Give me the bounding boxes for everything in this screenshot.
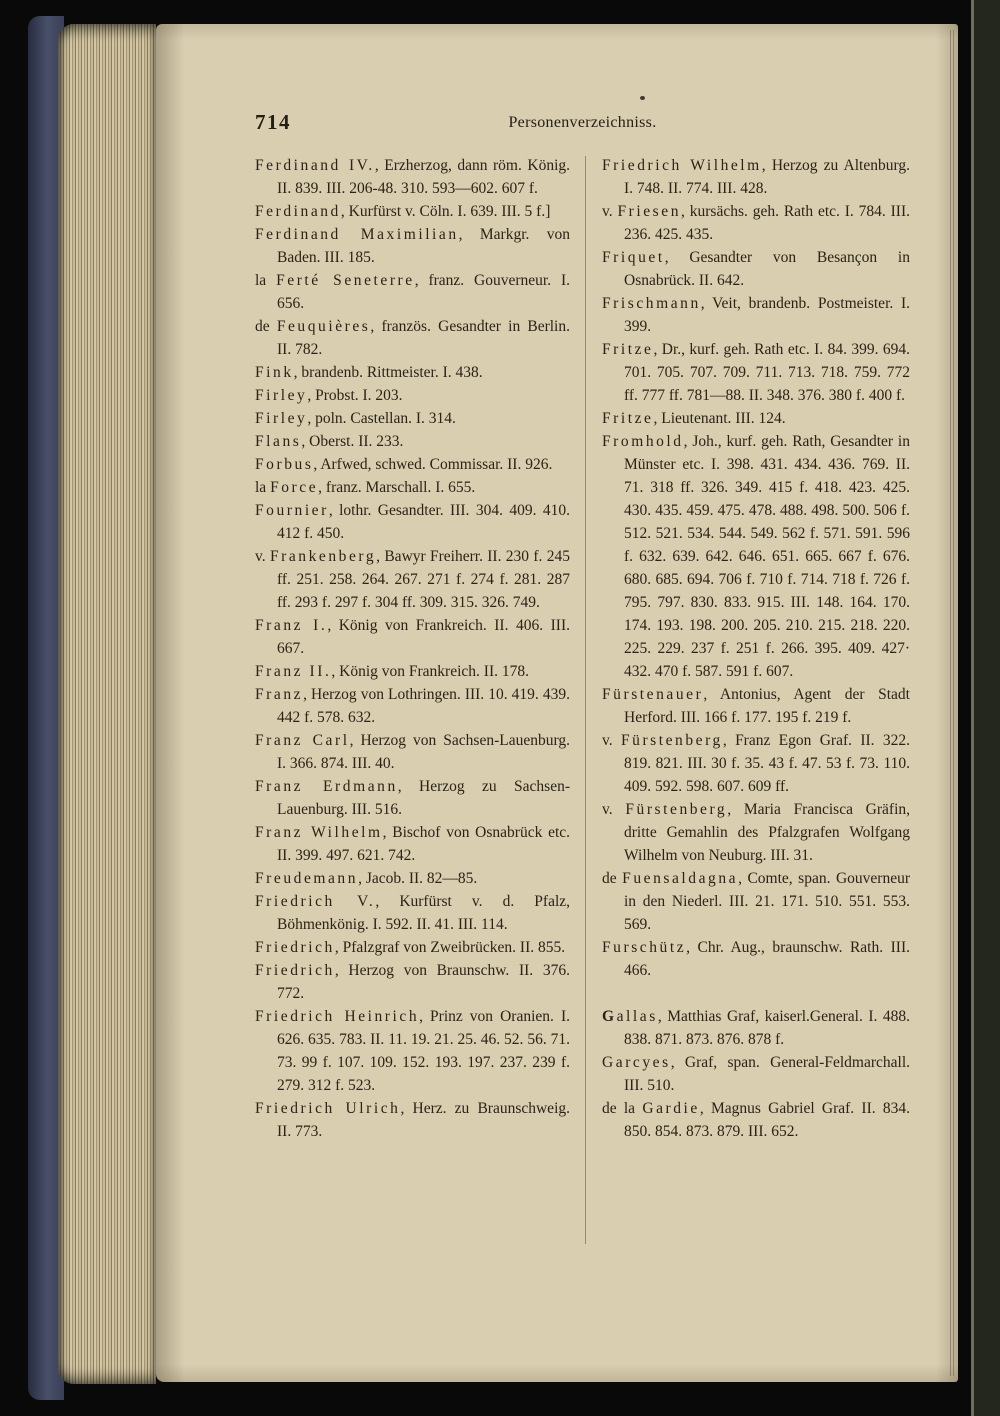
entry-person-name: Frankenberg [269, 548, 377, 565]
index-columns [255, 154, 910, 1143]
entry-references: , lothr. Gesandter. III. 304. 409. 410. 412 f. 450. [277, 502, 570, 542]
entry-person-name: Fuensaldagna [622, 870, 739, 887]
entry-person-name: Friedrich Ulrich [255, 1100, 401, 1117]
entry-references: , Erzherzog, dann röm. König. II. 839. III. 206-48. 310. 593—602. 607 f. [277, 157, 570, 197]
entry-person-name: Ferdinand [255, 203, 341, 220]
entry-person-name: Garcyes [602, 1054, 671, 1071]
index-entry [255, 545, 570, 614]
entry-references: , franz. Marschall. I. 655. [318, 479, 476, 496]
entry-name-prefix: de [255, 318, 277, 335]
entry-person-name: Fritze [602, 410, 654, 427]
entry-references: , Herz. zu Braunschweig. II. 773. [277, 1100, 570, 1140]
index-entry [602, 430, 910, 683]
index-entry [602, 200, 910, 246]
index-entry [602, 407, 910, 430]
entry-name-prefix: de [602, 870, 623, 887]
entry-person-name: Friedrich Wilhelm [602, 157, 762, 174]
index-entry [255, 154, 570, 200]
entry-person-name: Franz Wilhelm [255, 824, 383, 841]
entry-references: , Matthias Graf, kaiserl.General. I. 488. 838. 871. 873. 876. 878 f. [624, 1008, 910, 1048]
index-entry [255, 476, 570, 499]
entry-references: , Herzog zu Altenburg. I. 748. II. 774. III. 428. [624, 157, 910, 197]
page-edge-stack [58, 24, 156, 1384]
entry-name-prefix: la [255, 479, 271, 496]
index-entry [602, 1097, 910, 1143]
index-entry [602, 936, 910, 982]
entry-person-name: Fürstenberg [620, 732, 723, 749]
entry-references: , Probst. I. 203. [307, 387, 403, 404]
page-header [156, 110, 958, 138]
entry-person-name: allas [616, 1008, 658, 1025]
entry-references: , König von Frankreich. II. 178. [331, 663, 529, 680]
entry-references: , Dr., kurf. geh. Rath etc. I. 84. 399. 694. 701. 705. 707. 709. 711. 713. 718. 759. 772 ff. 777 ff. 781—88. II. 348. 376. 380 f. 400 f. [624, 341, 910, 404]
entry-person-name: Friedrich [255, 962, 335, 979]
entry-references: , brandenb. Rittmeister. I. 438. [293, 364, 483, 381]
index-entry [255, 867, 570, 890]
index-entry [255, 499, 570, 545]
entry-person-name: Franz II. [255, 663, 332, 680]
entry-references: , Herzog von Braunschw. II. 376. 772. [277, 962, 570, 1002]
entry-references: , Kurfürst v. Cöln. I. 639. III. 5 f.] [340, 203, 551, 220]
index-entry [255, 384, 570, 407]
index-entry [255, 407, 570, 430]
entry-section-initial: G [602, 1008, 617, 1025]
entry-person-name: Firley [255, 410, 308, 427]
entry-references: , Veit, brandenb. Postmeister. I. 399. [624, 295, 910, 335]
entry-person-name: Friedrich Heinrich [255, 1008, 420, 1025]
entry-person-name: Friedrich [255, 939, 335, 956]
entry-references: , Bischof von Osnabrück etc. II. 399. 497. 621. 742. [277, 824, 571, 864]
entry-person-name: Feuquières [276, 318, 371, 335]
entry-person-name: Fromhold [602, 433, 684, 450]
entry-name-prefix: v. [602, 801, 626, 818]
index-entry [602, 154, 910, 200]
index-entry [255, 683, 570, 729]
index-column-right [602, 154, 910, 1143]
entry-references: , Herzog von Sachsen-Lauenburg. I. 366. 874. III. 40. [277, 732, 570, 772]
entry-person-name: Fürstenberg [625, 801, 728, 818]
entry-references: , Kurfürst v. d. Pfalz, Böhmenkönig. I. 592. II. 41. III. 114. [277, 893, 571, 933]
index-entry [602, 729, 910, 798]
entry-references: , Jacob. II. 82—85. [358, 870, 478, 887]
index-entry [602, 1005, 910, 1051]
index-column-left [255, 154, 570, 1143]
index-entry [255, 430, 570, 453]
entry-person-name: Ferdinand Maximilian [255, 226, 459, 243]
entry-references: , Markgr. von Baden. III. 185. [277, 226, 570, 266]
page-number: 714 [255, 110, 291, 134]
index-entry [255, 315, 570, 361]
entry-references: , franz. Gouverneur. I. 656. [277, 272, 571, 312]
entry-references: , Magnus Gabriel Graf. II. 834. 850. 854. 873. 879. III. 652. [624, 1100, 910, 1140]
entry-references: , Gesandter von Besançon in Osnabrück. II. 642. [624, 249, 910, 289]
entry-references: , Bawyr Freiherr. II. 230 f. 245 ff. 251. 258. 264. 267. 271 f. 274 f. 281. 287 ff. 293 f. 297 f. 304 ff. 309. 315. 326. 749. [277, 548, 570, 611]
entry-references: , poln. Castellan. I. 314. [307, 410, 456, 427]
entry-references: , Maria Francisca Gräfin, dritte Gemahlin des Pfalzgrafen Wolfgang Wilhelm von Neuburg. III. 31. [624, 801, 910, 864]
entry-references: , kursächs. geh. Rath etc. I. 784. III. 236. 425. 435. [624, 203, 910, 243]
entry-name-prefix: de la [602, 1100, 643, 1117]
entry-references: , Prinz von Oranien. I. 626. 635. 783. II. 11. 19. 21. 25. 46. 52. 56. 71. 73. 99 f. 107. 109. 152. 193. 197. 237. 239 f. 279. 312 f. 523. [277, 1008, 570, 1094]
entry-name-prefix: v. [255, 548, 270, 565]
index-entry [602, 1051, 910, 1097]
entry-person-name: Franz Erdmann [255, 778, 398, 795]
entry-person-name: Friedrich V. [255, 893, 376, 910]
entry-person-name: Franz [255, 686, 304, 703]
entry-person-name: Firley [255, 387, 308, 404]
index-entry [602, 683, 910, 729]
entry-references: , König von Frankreich. II. 406. III. 667. [277, 617, 570, 657]
entry-person-name: Gardie [642, 1100, 700, 1117]
entry-person-name: Forbus [255, 456, 314, 473]
index-entry [255, 890, 570, 936]
entry-person-name: Frischmann [602, 295, 701, 312]
entry-person-name: Franz I. [255, 617, 328, 634]
entry-person-name: Flans [255, 433, 302, 450]
index-entry [255, 775, 570, 821]
entry-person-name: Friesen [617, 203, 682, 220]
entry-references: , Joh., kurf. geh. Rath, Gesandter in Münster etc. I. 398. 431. 434. 436. 769. II. 71. 318 ff. 326. 349. 415 f. 418. 423. 425. 430. 435. 459. 475. 478. 488. 498. 500. 506 f. 512. 521. 534. 544. 549. 562 f. 571. 591. 596 f. 632. 639. 642. 646. 651. 665. 667 f. 676. 680. 685. 694. 706 f. 710 f. 714. 718 f. 726 f. 795. 797. 830. 833. 915. III. 148. 164. 170. 174. 193. 198. 200. 205. 210. 215. 218. 220. 225. 229. 237 f. 251 f. 266. 395. 409. 427· 432. 470 f. 587. 591 f. 607. [624, 433, 910, 680]
index-entry [255, 959, 570, 1005]
entry-person-name: Fritze [602, 341, 654, 358]
column-divider [585, 156, 586, 1244]
entry-references: , Franz Egon Graf. II. 322. 819. 821. III. 30 f. 35. 43 f. 47. 53 f. 73. 110. 409. 592. 598. 607. 609 ff. [624, 732, 910, 795]
entry-references: , Chr. Aug., braunschw. Rath. III. 466. [624, 939, 910, 979]
entry-person-name: Furschütz [602, 939, 687, 956]
index-entry [602, 292, 910, 338]
entry-references: , Herzog zu Sachsen-Lauenburg. III. 516. [277, 778, 570, 818]
index-entry [255, 614, 570, 660]
index-entry [255, 936, 570, 959]
entry-references: , französ. Gesandter in Berlin. II. 782. [277, 318, 570, 358]
entry-name-prefix: v. [602, 732, 621, 749]
entry-person-name: Ferdinand IV. [255, 157, 375, 174]
page-title: Personenverzeichniss. [508, 114, 657, 131]
index-entry [255, 223, 570, 269]
index-entry [602, 338, 910, 407]
index-entry [602, 867, 910, 936]
entry-references: , Pfalzgraf von Zweibrücken. II. 855. [334, 939, 566, 956]
index-entry [255, 729, 570, 775]
index-entry [255, 453, 570, 476]
entry-person-name: Fürstenauer [602, 686, 704, 703]
entry-person-name: Friquet [602, 249, 665, 266]
entry-person-name: Fournier [255, 502, 329, 519]
book-page [156, 24, 958, 1382]
entry-references: , Arfwed, schwed. Commissar. II. 926. [313, 456, 553, 473]
entry-references: , Antonius, Agent der Stadt Herford. III. 166 f. 177. 195 f. 219 f. [624, 686, 910, 726]
entry-references: , Comte, span. Gouverneur in den Niederl. III. 21. 171. 510. 551. 553. 569. [624, 870, 910, 933]
index-entry [255, 200, 570, 223]
entry-references: , Herzog von Lothringen. III. 10. 419. 439. 442 f. 578. 632. [277, 686, 570, 726]
index-entry [255, 1005, 570, 1097]
adjacent-page-edge [974, 0, 1000, 1416]
entry-name-prefix: v. [602, 203, 618, 220]
entry-references: , Oberst. II. 233. [301, 433, 404, 450]
entry-references: , Lieutenant. III. 124. [653, 410, 786, 427]
entry-person-name: Franz Carl [255, 732, 350, 749]
entry-person-name: Freudemann [255, 870, 359, 887]
entry-person-name: Force [270, 479, 319, 496]
scan-speck [640, 96, 645, 100]
index-entry [255, 1097, 570, 1143]
index-entry [602, 798, 910, 867]
entry-person-name: Fink [255, 364, 294, 381]
index-entry [255, 361, 570, 384]
entry-name-prefix: la [255, 272, 277, 289]
entry-references: , Graf, span. General-Feldmarchall. III. 510. [624, 1054, 910, 1094]
index-entry [255, 821, 570, 867]
entry-person-name: Ferté Seneterre [276, 272, 415, 289]
index-entry [255, 269, 570, 315]
index-entry [602, 246, 910, 292]
index-entry [255, 660, 570, 683]
